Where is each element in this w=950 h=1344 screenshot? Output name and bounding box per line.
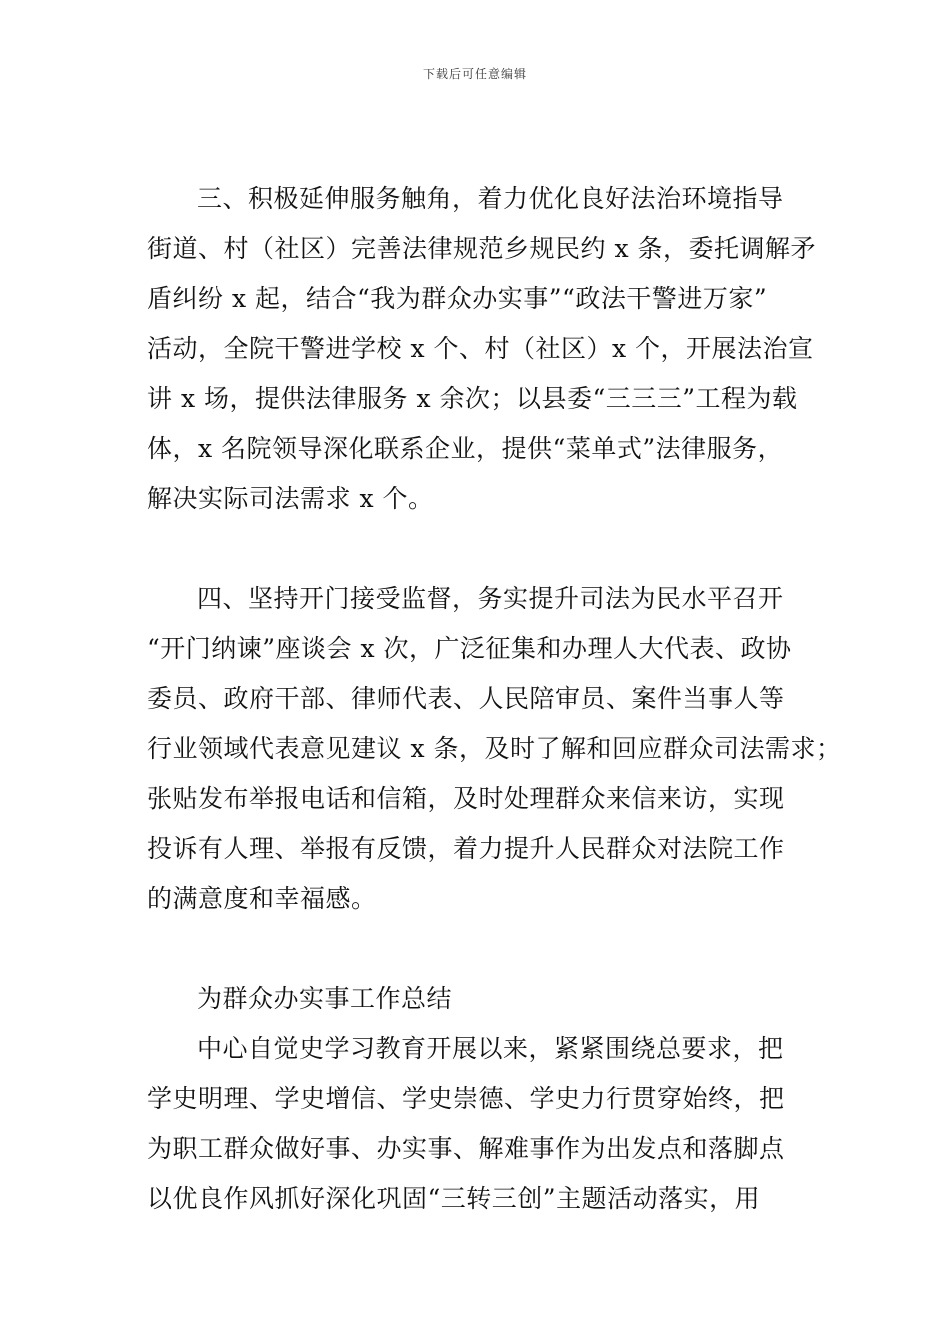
section-title-text: 为群众办实事工作总结: [197, 984, 453, 1013]
paragraph-line: 中心自觉史学习教育开展以来，紧紧围绕总要求，把: [197, 1034, 784, 1063]
paragraph-line: 街道、村（社区）完善法律规范乡规民约 x 条，委托调解矛: [147, 234, 816, 263]
section-title: [147, 974, 819, 1024]
paragraph-line: 张贴发布举报电话和信箱，及时处理群众来信来访，实现: [147, 784, 785, 813]
paragraph-line: 投诉有人理、举报有反馈，着力提升人民群众对法院工作: [147, 834, 785, 863]
paragraph-line: “开门纳谏”座谈会 x 次，广泛征集和办理人大代表、政协: [147, 634, 792, 663]
paragraph-line: 行业领域代表意见建议 x 条，及时了解和回应群众司法需求；: [147, 734, 842, 763]
paragraph-line: 盾纠纷 x 起，结合“我为群众办实事”“政法干警进万家”: [147, 284, 768, 313]
paragraph-line: 的满意度和幸福感。: [147, 884, 377, 913]
paragraph-line: 以优良作风抓好深化巩固“三转三创”主题活动落实，用: [147, 1184, 761, 1213]
paragraph-line: 为职工群众做好事、办实事、解难事作为出发点和落脚点: [147, 1134, 785, 1163]
paragraph-four: [147, 574, 842, 924]
header-note: 下载后可任意编辑: [422, 67, 527, 81]
paragraph-three: [147, 174, 819, 524]
paragraph-line: 讲 x 场，提供法律服务 x 余次；以县委“三三三”工程为载: [147, 384, 798, 413]
paragraph-line: 解决实际司法需求 x 个。: [147, 484, 434, 513]
paragraph-line: 活动，全院干警进学校 x 个、村（社区）x 个，开展法治宣: [147, 334, 814, 363]
paragraph-line: 学史明理、学史增信、学史崇德、学史力行贯穿始终，把: [147, 1084, 785, 1113]
paragraph-line: 四、坚持开门接受监督，务实提升司法为民水平召开: [197, 584, 784, 613]
paragraph-line: 体，x 名院领导深化联系企业，提供“菜单式”法律服务，: [147, 434, 784, 463]
paragraph-line: 三、积极延伸服务触角，着力优化良好法治环境指导: [197, 184, 784, 213]
paragraph-summary: [147, 1024, 819, 1224]
paragraph-line: 委员、政府干部、律师代表、人民陪审员、案件当事人等: [147, 684, 785, 713]
